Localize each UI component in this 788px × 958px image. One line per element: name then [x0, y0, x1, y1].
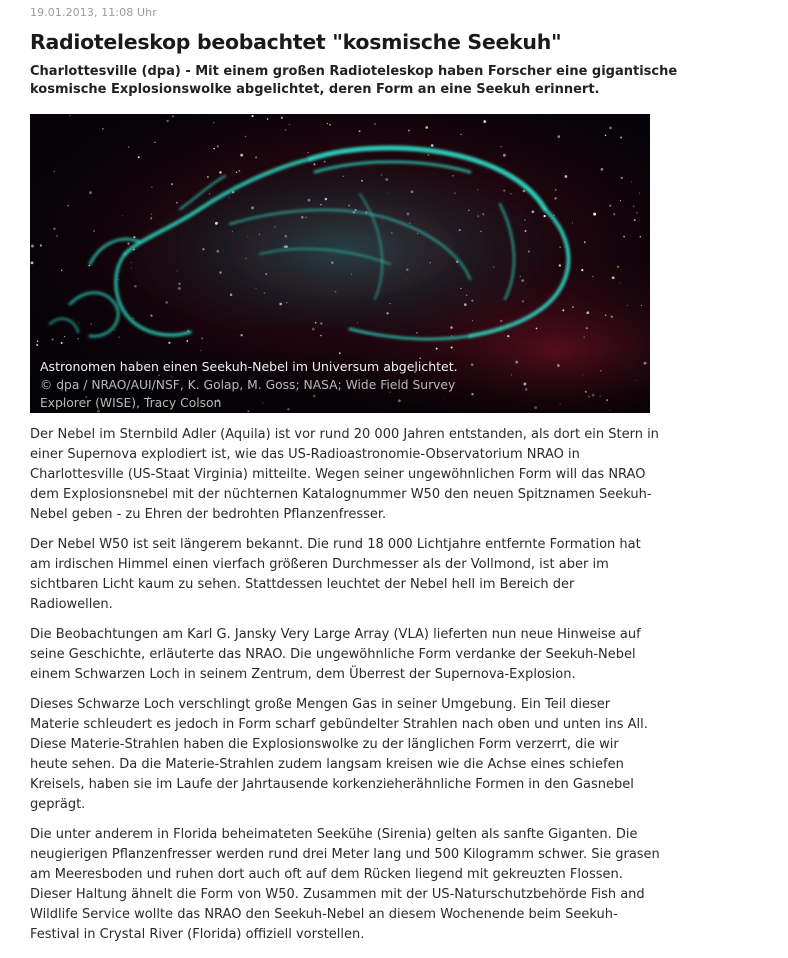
star: [609, 205, 611, 207]
article-title: Radioteleskop beobachtet "kosmische Seekuh": [30, 30, 562, 54]
star: [219, 171, 222, 174]
star: [281, 117, 283, 119]
star: [138, 156, 140, 158]
star: [118, 336, 120, 338]
star: [102, 128, 103, 129]
star: [151, 214, 152, 215]
star: [285, 129, 286, 130]
star: [639, 193, 640, 194]
star: [176, 202, 178, 204]
star: [500, 146, 501, 147]
star: [54, 171, 55, 172]
star: [40, 244, 42, 246]
star: [592, 276, 593, 277]
star: [327, 123, 328, 124]
star: [605, 135, 607, 137]
image-credit: © dpa / NRAO/AUI/NSF, K. Golap, M. Goss; NASA; Wide Field Survey Explorer (WISE), Tracy Colson: [40, 378, 456, 410]
star: [503, 154, 506, 157]
star: [634, 219, 636, 221]
star: [151, 187, 152, 188]
star: [166, 120, 168, 122]
star: [601, 168, 604, 171]
star: [90, 323, 92, 325]
star: [267, 118, 269, 120]
star: [53, 228, 56, 231]
star: [483, 120, 486, 123]
star: [572, 306, 574, 308]
star: [207, 176, 209, 178]
star: [536, 328, 538, 330]
star: [609, 127, 612, 130]
star: [572, 223, 573, 224]
star: [612, 276, 615, 279]
star: [431, 144, 434, 147]
star: [640, 236, 641, 237]
star: [584, 241, 586, 243]
star: [627, 305, 628, 306]
star: [172, 115, 174, 117]
star: [67, 205, 69, 207]
star: [37, 340, 39, 342]
star: [51, 338, 53, 340]
star: [240, 334, 242, 336]
star: [613, 213, 615, 215]
star: [150, 217, 152, 219]
paragraph: Der Nebel im Sternbild Adler (Aquila) ist vor rund 20 000 Jahren entstanden, als dort ein Stern in einer Supernova explodiert ist, wie das US-Radioastronomie-Observatorium NRAO in Charlottesville (US-Staat Virginia) mitteilte. Wegen seiner ungewöhnlichen Form will das NRAO dem Explosionsnebel mit der nüchternen Katalognummer W50 den neuen Spitznamen Seekuh-Nebel geben - zu Ehren der bedrohten Pflanzenfresser.: [30, 427, 659, 522]
star: [584, 337, 585, 338]
caption-text: Astronomen haben einen Seekuh-Nebel im Universum abgelichtet.: [40, 359, 458, 374]
star: [620, 282, 621, 283]
star: [31, 262, 34, 265]
star: [555, 189, 556, 190]
star: [289, 124, 290, 125]
star: [251, 115, 253, 117]
star: [605, 314, 607, 316]
star: [236, 172, 237, 173]
star: [77, 338, 79, 340]
star: [240, 154, 243, 157]
star: [93, 230, 95, 232]
star: [61, 342, 63, 344]
star: [122, 215, 123, 216]
star: [586, 327, 588, 329]
star: [213, 148, 214, 149]
star: [557, 135, 560, 138]
star: [581, 269, 583, 271]
star: [641, 305, 642, 306]
star: [586, 311, 589, 314]
star: [425, 126, 428, 129]
star: [460, 134, 461, 135]
paragraph: Dieses Schwarze Loch verschlingt große Mengen Gas in seiner Umgebung. Ein Teil dieser Materie schleudert es jedoch in Form scharf gebündelter Strahlen nach oben und unten ins All. Diese Materie-Strahlen haben die Explosionswolke zu der länglichen Form verzerrt, die wir heute sehen. Da die Materie-Strahlen zudem langsam kreisen wie die Achse eines schiefen Kreisels, haben sie im Laufe der Jahrtausende korkenzieherähnliche Formen in den Gasnebel geprägt.: [30, 697, 648, 812]
star: [245, 136, 246, 137]
star: [69, 115, 70, 116]
article-lead: Charlottesville (dpa) - Mit einem großen Radioteleskop haben Forscher eine gigantische kosmische Explosionswolke abgelichtet, deren Form an eine Seekuh erinnert.: [30, 64, 678, 97]
star: [154, 142, 155, 143]
star: [78, 322, 79, 323]
paragraph: Die unter anderem in Florida beheimateten Seekühe (Sirenia) gelten als sanfte Giganten. Die neugierigen Pflanzenfresser werden rund drei Meter lang und 500 Kilogramm schwer. Sie grasen am Meeresboden und ruhen dort auch oft auf dem Rücken liegend mit gekreuzten Flossen. Dieser Haltung ähnelt die Form von W50. Zusammen mit der US-Naturschutzbehörde Fish and Wildlife Service wollte das NRAO den Seekuh-Nebel an diesem Wochenende beim Seekuh-Festival in Crystal River (Florida) offiziell vorstellen.: [30, 827, 660, 942]
star: [621, 177, 623, 179]
star: [312, 328, 315, 331]
star: [620, 200, 621, 201]
star: [31, 245, 34, 248]
star: [554, 197, 556, 199]
star: [89, 191, 92, 194]
star: [620, 137, 622, 139]
star: [61, 270, 62, 271]
image-caption: [40, 358, 480, 412]
star: [320, 335, 321, 336]
star: [213, 122, 214, 123]
star: [507, 335, 509, 337]
star: [562, 309, 564, 311]
paragraph: Die Beobachtungen am Karl G. Jansky Very Large Array (VLA) lieferten nun neue Hinweise auf seine Geschichte, erläuterte das NRAO. Die ungewöhnliche Form verdanke der Seekuh-Nebel einem Schwarzen Loch in seinem Zentrum, dem Überrest der Supernova-Explosion.: [30, 627, 641, 682]
star: [255, 156, 257, 158]
star: [617, 266, 619, 268]
star: [358, 130, 360, 132]
star: [329, 124, 331, 126]
star: [623, 236, 625, 238]
star: [171, 183, 173, 185]
star: [374, 123, 376, 125]
star: [308, 152, 309, 153]
star: [56, 235, 57, 236]
paragraph: Der Nebel W50 ist seit längerem bekannt. Die rund 18 000 Lichtjahre entfernte Formation hat am irdischen Himmel einen vierfach größeren Durchmesser als der Vollmond, ist aber im sichtbaren Licht kaum zu sehen. Stattdessen leuchtet der Nebel hell im Bereich der Radiowellen.: [30, 537, 641, 612]
star: [217, 145, 219, 147]
star: [633, 206, 635, 208]
star: [523, 190, 526, 193]
article-body: [30, 425, 660, 955]
publish-date: 19.01.2013, 11:08 Uhr: [30, 6, 157, 19]
star: [408, 130, 410, 132]
star: [593, 213, 596, 216]
star: [636, 212, 638, 214]
star: [64, 336, 65, 337]
star: [238, 170, 240, 172]
star: [114, 330, 115, 331]
star: [128, 146, 129, 147]
star: [564, 175, 567, 178]
article-image[interactable]: [30, 114, 650, 413]
star: [611, 315, 613, 317]
star: [631, 181, 632, 182]
